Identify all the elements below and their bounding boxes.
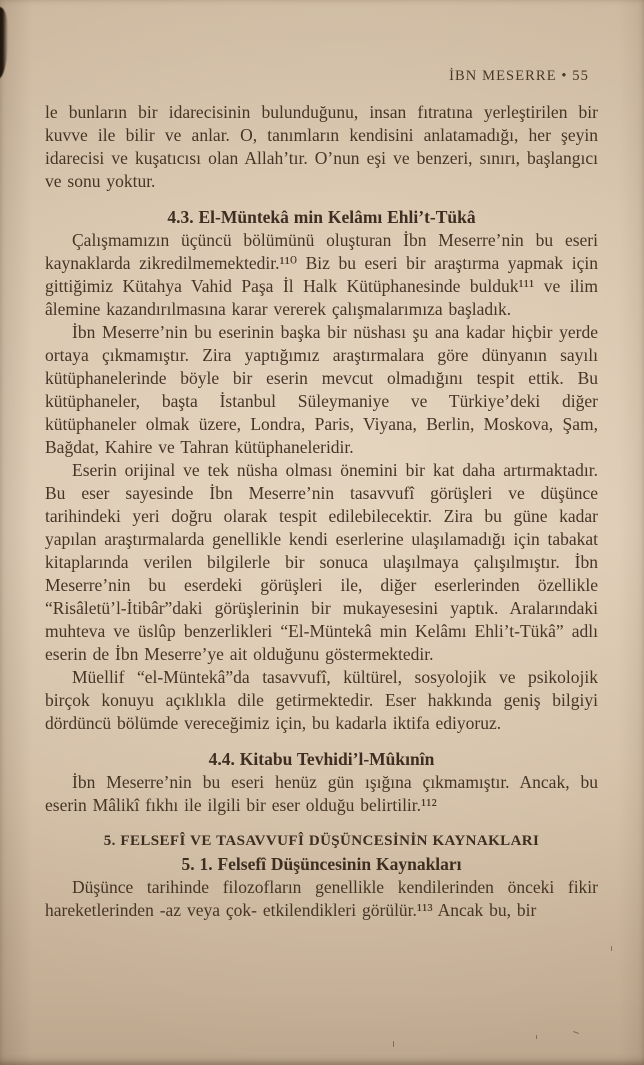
page-body-text [45,101,598,922]
body-paragraph-continuation: le bunların bir idarecisinin bulunduğunu, insan fıtratına yerleştirilen bir kuvve ile bilir ve anlar. O, tanımların kendisini anlatamadığı, her şeyin idarecisi ve kuşatıcısı olan Allah’tır. O’nun eşi ve benzeri, sınırı, başlangıcı ve sonu yoktur. [45,102,598,191]
paper-speck [536,1035,537,1039]
body-paragraph: Eserin orijinal ve tek nüsha olması önemini bir kat daha artırmaktadır. Bu eser sayesinde İbn Meserre’nin tasavvufî görüşleri ve düşünce tarihindeki yeri doğru olarak tespit edilebilecektir. Zira bu güne kadar yapılan araştırmalarda genellikle kendi eserlerine ulaşılamadığı için tabakat kitaplarında verilen bilgilerle bir sonuca ulaşılmaya çalışılmıştır. İbn Meserre’nin bu eserdeki görüşleri ile, diğer eserlerinden özellikle “Risâletü’l-İtibâr”daki görüşlerinin bir mukayesesini yaptık. Aralarındaki muhteva ve üslûp benzerlikleri “El-Müntekâ min Kelâmı Ehli’t-Tükâ” adlı eserin de İbn Meserre’ye ait olduğunu göstermektedir. [45,460,598,664]
body-paragraph: İbn Meserre’nin bu eseri henüz gün ışığına çıkmamıştır. Ancak, bu eserin Mâlikî fıkhı ile ilgili bir eser olduğu belirtilir.¹¹² [45,772,598,815]
body-paragraph: Çalışmamızın üçüncü bölümünü oluşturan İbn Meserre’nin bu eseri kaynaklarda zikredilmemektedir.¹¹⁰ Biz bu eseri bir araştırma yapmak için gittiğimiz Kütahya Vahid Paşa İl Halk Kütüphanesinde bulduk¹¹¹ ve ilim âlemine kazandırılmasına karar vererek çalışmalarımıza başladık. [45,230,598,319]
body-paragraph: İbn Meserre’nin bu eserinin başka bir nüshası şu ana kadar hiçbir yerde ortaya çıkmamıştır. Zira yaptığımız araştırmalara göre dünyanın sayılı kütüphanelerinde böyle bir eserin mevcut olmadığını tespit ettik. Bu kütüphaneler, başta İstanbul Süleymaniye ve Türkiye’deki diğer kütüphaneler olmak üzere, Londra, Paris, Viyana, Berlin, Moskova, Şam, Bağdat, Kahire ve Tahran kütüphaneleridir. [45,322,598,457]
section-heading-4-3: 4.3. El-Müntekâ min Kelâmı Ehli’t-Tükâ [167,207,476,227]
paper-speck [611,946,612,951]
paper-speck [393,1041,394,1047]
page-corner-shadow [0,7,8,79]
body-paragraph: Müellif “el-Müntekâ”da tasavvufî, kültürel, sosyolojik ve psikolojik birçok konuyu açıklıkla dile getirmektedir. Eser hakkında geniş bilgiyi dördüncü bölümde vereceğimiz için, bu kadarla iktifa ediyoruz. [45,667,598,733]
page-header: İBN MESERRE • 55 [449,68,589,84]
section-heading-4-4: 4.4. Kitabu Tevhidi’l-Mûkınîn [208,749,435,769]
section-heading-5-1: 5. 1. Felsefî Düşüncesinin Kaynakları [181,854,462,874]
chapter-heading-5: 5. FELSEFÎ VE TASAVVUFÎ DÜŞÜNCESİNİN KAYNAKLARI [103,833,540,849]
body-paragraph: Düşünce tarihinde filozofların genellikle kendilerinden önceki fikir hareketlerinden -az veya çok- etkilendikleri görülür.¹¹³ Ancak bu, bir [45,877,598,920]
paper-speck [573,1031,579,1034]
